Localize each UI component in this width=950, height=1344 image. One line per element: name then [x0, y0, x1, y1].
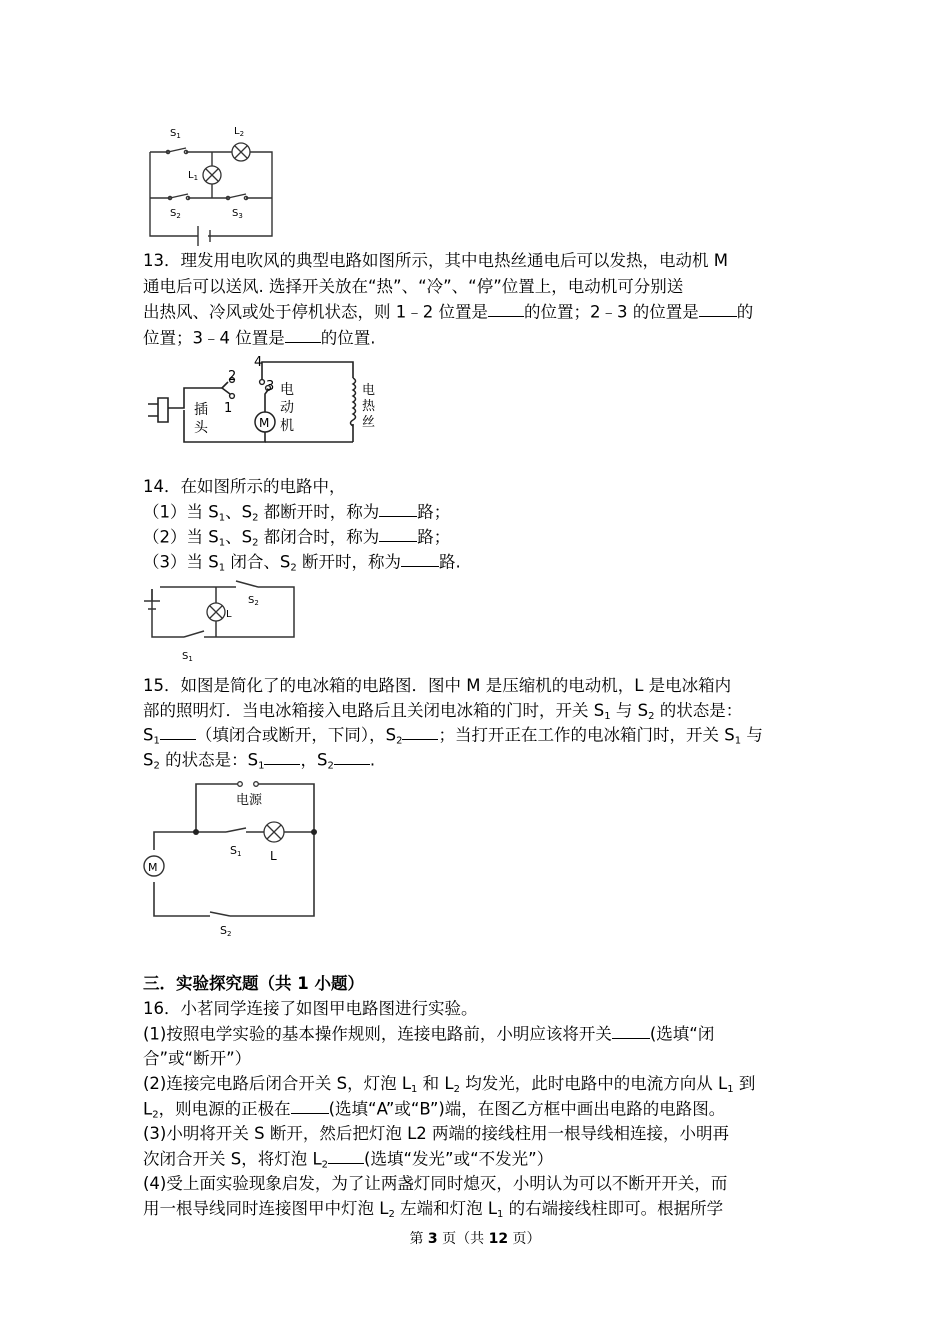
terminal-3: 3	[266, 379, 275, 394]
answer-blank[interactable]	[334, 747, 370, 765]
answer-blank[interactable]	[488, 299, 524, 317]
label-s2: $S_2$	[170, 208, 181, 220]
lamp-l	[264, 822, 284, 842]
q15-line2: 部的照明灯．当电冰箱接入电路后且关闭电冰箱的门时，开关 $S_1$ 与 $S_2$ 的状态是：	[143, 701, 743, 722]
heater-coil	[351, 378, 356, 426]
q15-line4: $S_2$ 的状态是：$S_1$ ，$S_2$ .	[143, 747, 813, 779]
answer-blank[interactable]	[285, 325, 321, 343]
answer-blank[interactable]	[699, 299, 737, 317]
heater-label: 电	[362, 383, 376, 398]
answer-blank[interactable]	[612, 1021, 650, 1039]
motor-label: 机	[280, 418, 294, 434]
answer-blank[interactable]	[379, 499, 417, 517]
q15-line1: 15．如图是简化了的电冰箱的电路图．图中 M 是压缩机的电动机，L 是电冰箱内	[143, 676, 732, 695]
q14-item2: （2）当 $S_1$、$S_2$ 都闭合时，称为 路；	[143, 524, 813, 556]
label-l: L	[226, 609, 232, 620]
plug-label: 头	[194, 420, 208, 436]
q16-part1-cont: 合”或“断开”）	[143, 1049, 252, 1068]
q14-item3: （3）当 $S_1$ 闭合、$S_2$ 断开时，称为 路.	[143, 549, 813, 581]
q14-intro: 14．在如图所示的电路中，	[143, 477, 346, 496]
circuit-figure-q12	[140, 118, 280, 248]
label-l: L	[270, 849, 277, 863]
label-s2: S2	[220, 924, 232, 937]
section-heading: 三．实验探究题（共 1 小题）	[143, 974, 364, 993]
lamp-l	[207, 603, 225, 621]
q16-intro: 16．小茗同学连接了如图甲电路图进行实验。	[143, 999, 478, 1018]
hair-dryer-circuit-figure	[140, 352, 390, 460]
q13-line2: 通电后可以送风. 选择开关放在“热”、“冷”、“停”位置上，电动机可分别送	[143, 277, 684, 296]
answer-blank[interactable]	[328, 1146, 364, 1164]
answer-blank[interactable]	[379, 524, 417, 542]
answer-blank[interactable]	[264, 747, 300, 765]
heater-label: 热	[362, 399, 376, 414]
motor-m-label: M	[148, 861, 158, 874]
terminal-4: 4	[254, 355, 263, 370]
page-number: 3	[427, 1231, 438, 1247]
label-s1: $S_1$	[182, 651, 193, 663]
page-footer: 第 3 页（共 12 页）	[409, 1231, 541, 1247]
label-l1: $L_1$	[188, 170, 199, 182]
q16-part3: (3)小明将开关 S 断开，然后把灯泡 L2 两端的接线柱用一根导线相连接，小明再	[143, 1124, 730, 1143]
label-s1: $S_1$	[170, 128, 181, 140]
q16-part3-cont: 次闭合开关 S，将灯泡 $L_2$ (选填“发光”或“不发光”）	[143, 1146, 813, 1178]
refrigerator-circuit-figure	[140, 772, 330, 937]
answer-blank[interactable]	[401, 549, 439, 567]
label-s1: S1	[230, 844, 242, 858]
answer-blank[interactable]	[160, 722, 196, 740]
power-source-label: 电源	[236, 793, 263, 808]
q16-part2: (2)连接完电路后闭合开关 S，灯泡 $L_1$ 和 $L_2$ 均发光，此时电路中的电流方向从 $L_1$ 到	[143, 1074, 756, 1095]
q13-line1: 13．理发用电吹风的典型电路如图所示，其中电热丝通电后可以发热，电动机 M	[143, 251, 728, 270]
q14-item1: （1）当 $S_1$、$S_2$ 都断开时，称为 路；	[143, 499, 813, 531]
q16-part2-cont: $L_2$，则电源的正极在 (选填“A”或“B”)端，在图乙方框中画出电路的电路图。	[143, 1096, 813, 1128]
answer-blank[interactable]	[291, 1096, 329, 1114]
q13-line4: 位置；3﹣4 位置是 的位置.	[143, 325, 813, 351]
motor-label: 动	[280, 400, 294, 416]
label-s3: $S_3$	[232, 208, 243, 220]
terminal-2: 2	[228, 369, 237, 384]
circuit-figure-q14	[140, 575, 300, 665]
lamp-l1	[203, 166, 221, 184]
q16-part1: (1)按照电学实验的基本操作规则，连接电路前，小明应该将开关 (选填“闭	[143, 1021, 813, 1047]
terminal-1: 1	[224, 401, 233, 416]
motor-label: 电	[280, 382, 294, 398]
q16-part4-cont: 用一根导线同时连接图甲中灯泡 $L_2$ 左端和灯泡 $L_1$ 的右端接线柱即可。根据所学	[143, 1199, 724, 1220]
answer-blank[interactable]	[402, 722, 438, 740]
q16-part4: (4)受上面实验现象启发，为了让两盏灯同时熄灭，小明认为可以不断开开关，而	[143, 1174, 728, 1193]
total-pages: 12	[488, 1231, 509, 1247]
plug-label: 插	[194, 402, 208, 418]
label-s2: $S_2$	[248, 595, 259, 607]
label-l2: $L_2$	[234, 126, 245, 138]
lamp-l2	[232, 143, 250, 161]
motor-m-label: M	[259, 416, 270, 430]
q15-line3: $S_1$ （填闭合或断开，下同），$S_2$ ；当打开正在工作的电冰箱门时，开关 $S_1$ 与	[143, 722, 813, 754]
q13-line3: 出热风、冷风或处于停机状态，则 1﹣2 位置是 的位置；2﹣3 的位置是 的	[143, 299, 813, 325]
heater-label: 丝	[362, 415, 376, 430]
